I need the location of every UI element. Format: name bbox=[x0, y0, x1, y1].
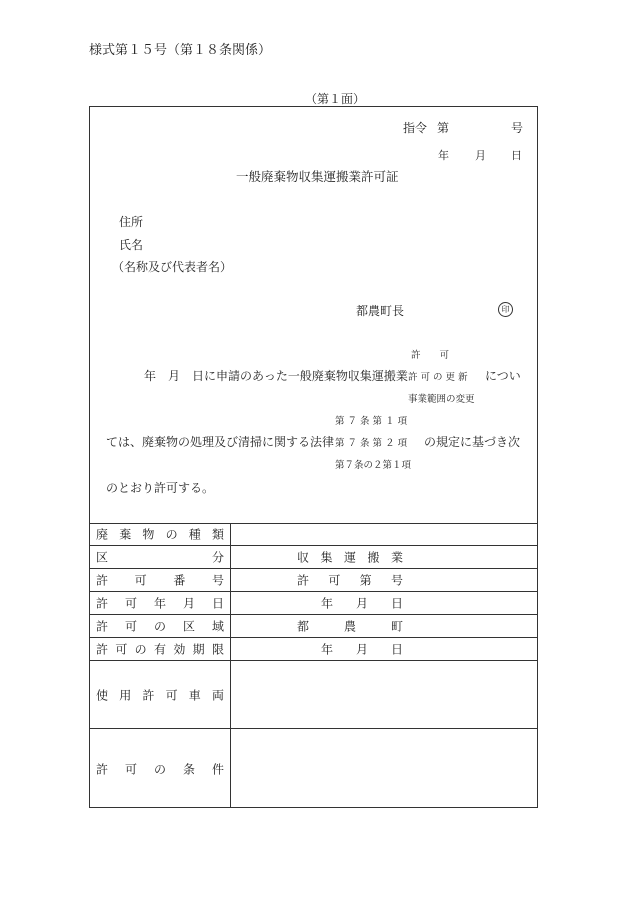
page-label: （第１面） bbox=[305, 92, 366, 106]
command-dai: 第 bbox=[437, 121, 450, 135]
row-value: 年 月 日 bbox=[321, 596, 403, 611]
row-value: 都 農 町 bbox=[297, 619, 403, 634]
row-label: 許 可 年 月 日 bbox=[96, 596, 224, 611]
row-label: 区 分 bbox=[96, 550, 224, 565]
date-month: 月 bbox=[475, 149, 486, 162]
command-go: 号 bbox=[511, 121, 524, 135]
row-value: 許 可 第 号 bbox=[297, 573, 403, 588]
body-line1-prefix: 年 月 日に申請のあった一般廃棄物収集運搬業 bbox=[144, 369, 408, 383]
table-row-conditions bbox=[90, 729, 537, 808]
law-top: 第 ７ 条 第 １ 項 bbox=[335, 416, 408, 427]
option-bottom: 事業範囲の変更 bbox=[408, 394, 475, 405]
permit-frame bbox=[89, 106, 538, 808]
command-prefix: 指令 bbox=[403, 121, 428, 135]
table-row-permit-number bbox=[90, 569, 537, 592]
row-label: 許 可 番 号 bbox=[96, 573, 224, 588]
form-title: 様式第１５号（第１８条関係） bbox=[89, 43, 272, 58]
corp-name-label: （名称及び代表者名） bbox=[112, 260, 233, 274]
table-row-permit-date bbox=[90, 592, 537, 615]
table-row-waste-type bbox=[90, 523, 537, 546]
permit-upper-section bbox=[90, 107, 537, 524]
row-label: 廃 棄 物 の 種 類 bbox=[96, 527, 224, 542]
seal-icon: 印 bbox=[498, 302, 513, 317]
address-label: 住所 bbox=[119, 215, 144, 229]
option-mid: 許 可 の 更 新 bbox=[408, 372, 468, 383]
body-line3: のとおり許可する。 bbox=[106, 481, 215, 495]
row-label: 許 可 の 条 件 bbox=[96, 762, 224, 776]
date-year: 年 bbox=[438, 149, 449, 162]
table-row-validity bbox=[90, 638, 537, 661]
row-value: 収 集 運 搬 業 bbox=[297, 550, 403, 565]
row-label: 使 用 許 可 車 両 bbox=[96, 688, 224, 702]
option-top: 許 可 bbox=[411, 350, 450, 361]
table-row-vehicles bbox=[90, 661, 537, 729]
law-mid: 第 ７ 条 第 ２ 項 bbox=[335, 438, 408, 449]
table-row-category bbox=[90, 546, 537, 569]
body-line2-prefix: ては、廃棄物の処理及び清掃に関する法律 bbox=[106, 435, 335, 449]
body-line2-suffix: の規定に基づき次 bbox=[424, 435, 521, 449]
row-value: 年 月 日 bbox=[321, 642, 403, 657]
row-label: 許 可 の 区 域 bbox=[96, 619, 224, 634]
permit-title: 一般廃棄物収集運搬業許可証 bbox=[236, 169, 399, 184]
body-line1-suffix: につい bbox=[485, 369, 521, 383]
law-bottom: 第７条の２第１項 bbox=[335, 460, 412, 471]
table-row-permit-area bbox=[90, 615, 537, 638]
row-label: 許 可 の 有 効 期 限 bbox=[96, 642, 224, 657]
date-day: 日 bbox=[511, 149, 522, 162]
mayor-label: 都農町長 bbox=[356, 304, 405, 318]
name-label: 氏名 bbox=[119, 238, 144, 252]
